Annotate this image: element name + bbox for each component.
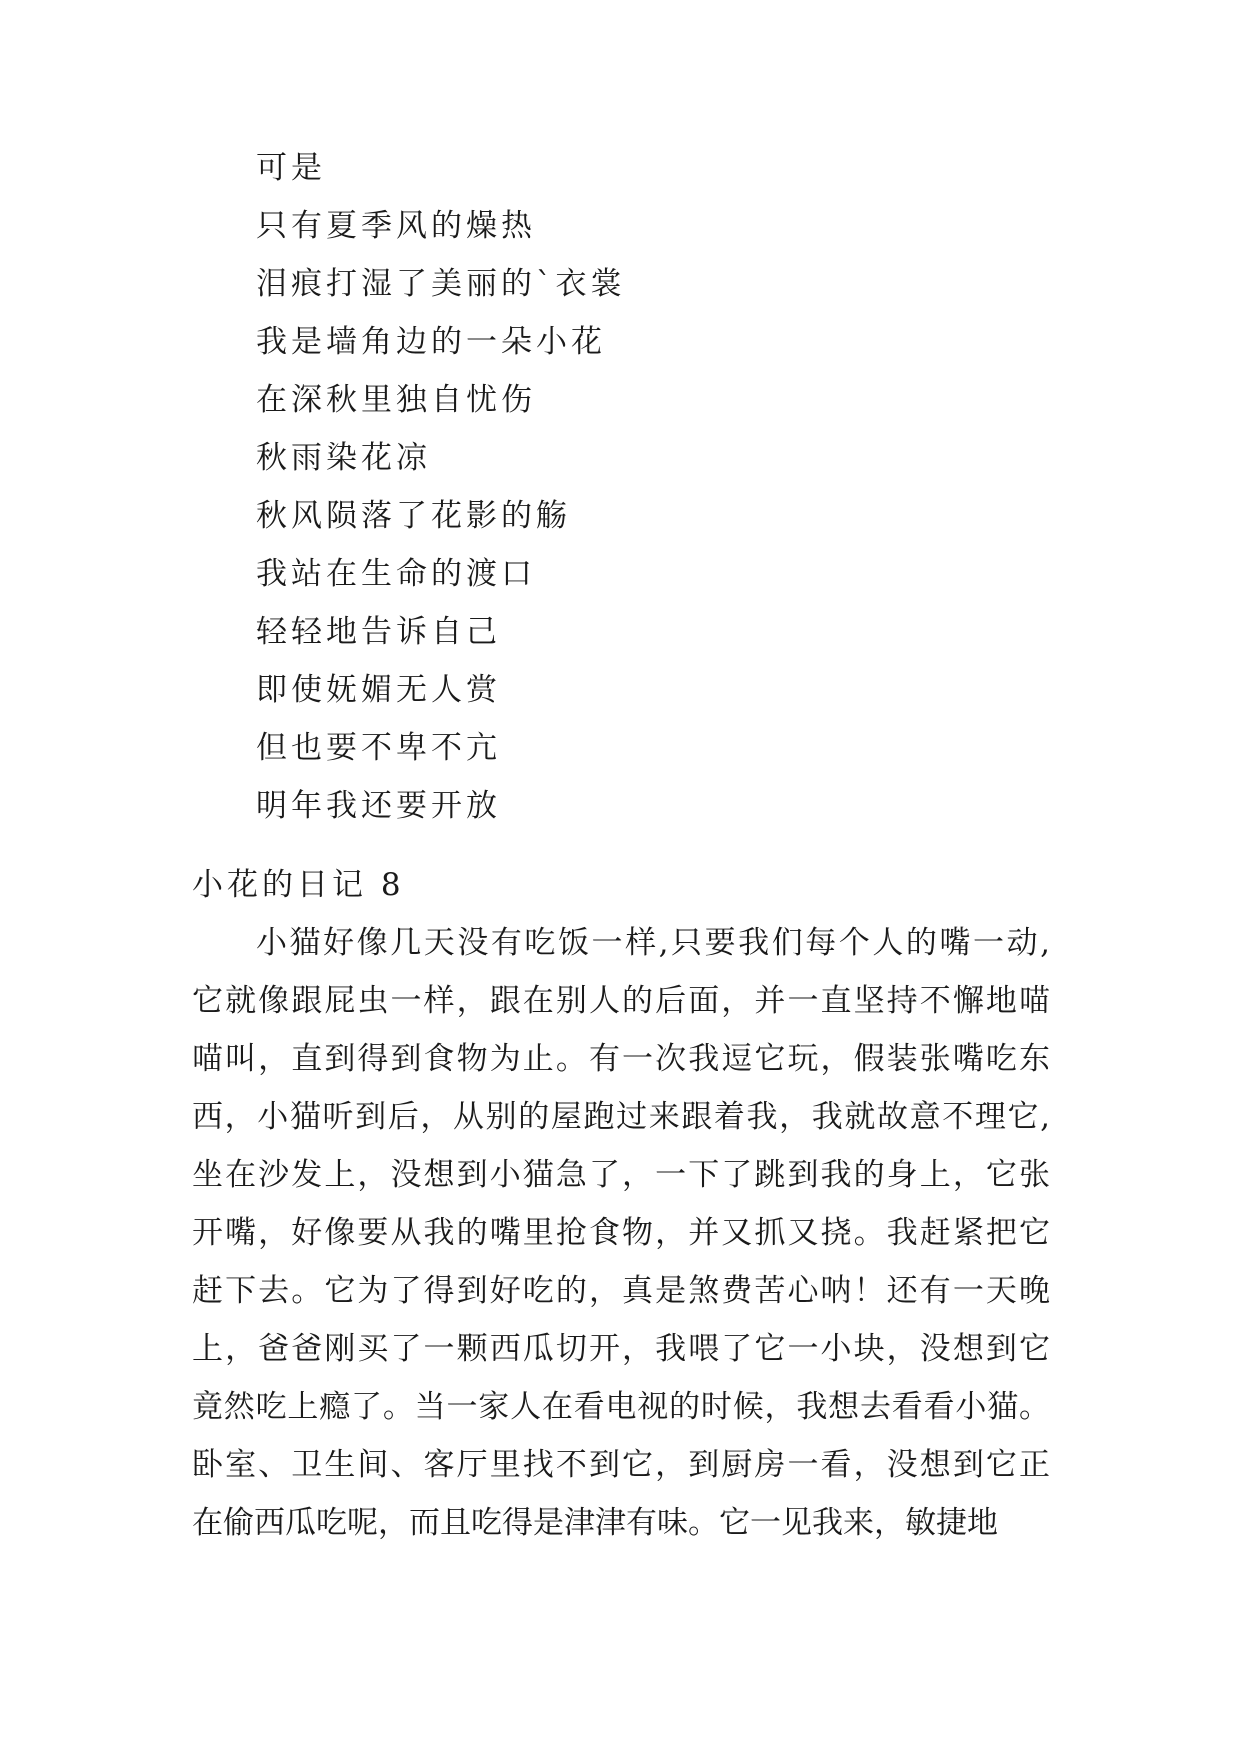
paragraph-line: 坐在沙发上，没想到小猫急了，一下了跳到我的身上，它张 bbox=[192, 1157, 1050, 1193]
section-title: 小花的日记 8 bbox=[192, 867, 405, 903]
poem-line: 可是 bbox=[256, 150, 326, 186]
poem-line: 在深秋里独自忧伤 bbox=[256, 382, 536, 418]
paragraph-line: 赶下去。它为了得到好吃的，真是煞费苦心呐！还有一天晚 bbox=[192, 1273, 1050, 1309]
paragraph-line: 上，爸爸刚买了一颗西瓜切开，我喂了它一小块，没想到它 bbox=[192, 1331, 1050, 1367]
poem-line: 秋雨染花凉 bbox=[256, 440, 431, 476]
paragraph-line: 卧室、卫生间、客厅里找不到它，到厨房一看，没想到它正 bbox=[192, 1447, 1050, 1483]
poem-line: 我站在生命的渡口 bbox=[256, 556, 536, 592]
poem-line: 即使妩媚无人赏 bbox=[256, 672, 501, 708]
paragraph-line: 在偷西瓜吃呢，而且吃得是津津有味。它一见我来，敏捷地 bbox=[192, 1505, 998, 1541]
poem-line: 只有夏季风的燥热 bbox=[256, 208, 536, 244]
poem-line: 秋风陨落了花影的觞 bbox=[256, 498, 571, 534]
paragraph-line: 喵叫，直到得到食物为止。有一次我逗它玩，假装张嘴吃东 bbox=[192, 1041, 1050, 1077]
paragraph-line: 开嘴，好像要从我的嘴里抢食物，并又抓又挠。我赶紧把它 bbox=[192, 1215, 1050, 1251]
poem-line: 但也要不卑不亢 bbox=[256, 730, 501, 766]
paragraph-line: 西，小猫听到后，从别的屋跑过来跟着我，我就故意不理它, bbox=[192, 1099, 1050, 1135]
paragraph-line: 竟然吃上瘾了。当一家人在看电视的时候，我想去看看小猫。 bbox=[192, 1389, 1050, 1425]
poem-line: 我是墙角边的一朵小花 bbox=[256, 324, 606, 360]
paragraph-line: 小猫好像几天没有吃饭一样,只要我们每个人的嘴一动, bbox=[256, 925, 1050, 961]
poem-line: 明年我还要开放 bbox=[256, 788, 501, 824]
poem-line: 泪痕打湿了美丽的`衣裳 bbox=[256, 266, 626, 302]
poem-line: 轻轻地告诉自己 bbox=[256, 614, 501, 650]
paragraph-line: 它就像跟屁虫一样，跟在别人的后面，并一直坚持不懈地喵 bbox=[192, 983, 1050, 1019]
